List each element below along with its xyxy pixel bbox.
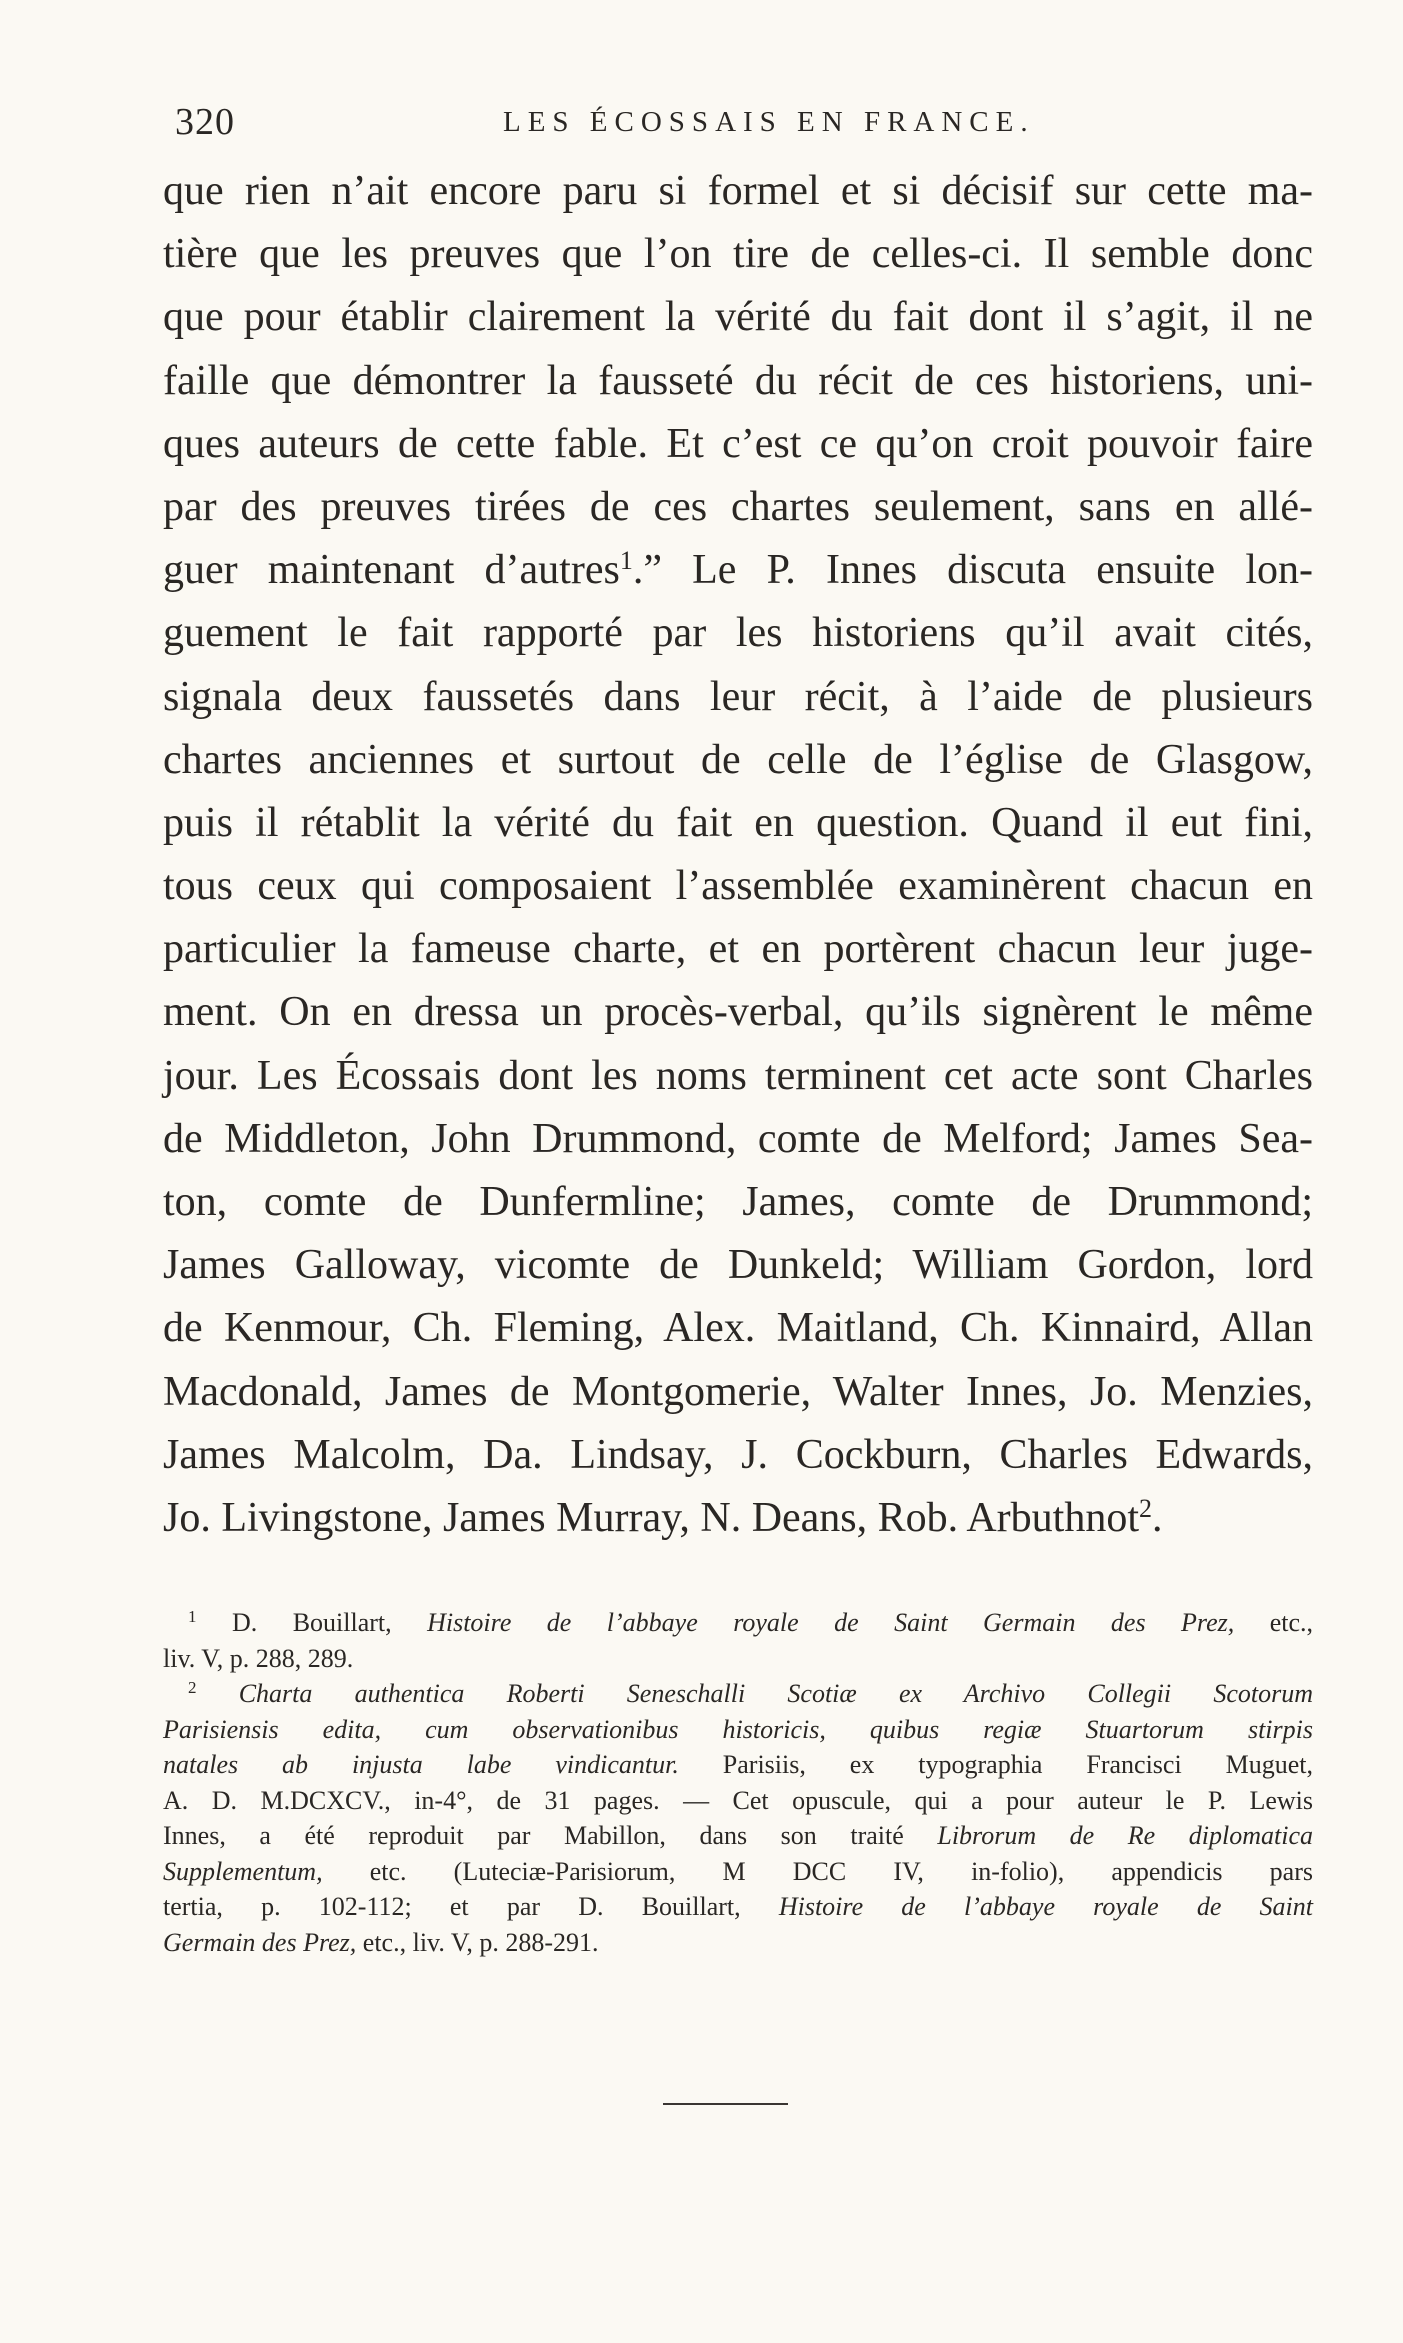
footnote-title: Librorum de Re diplomatica [937, 1821, 1313, 1850]
footnote-2-line [163, 1889, 1313, 1925]
footnote-1 [163, 1605, 1313, 1641]
text-line: James Galloway, vicomte de Dunkeld; William Gordon, lord [163, 1242, 1313, 1289]
running-title: LES ÉCOSSAIS EN FRANCE. [503, 106, 1035, 138]
footnote-1-line: liv. V, p. 288, 289. [163, 1643, 354, 1673]
text-segment: .” Le P. Innes discuta ensuite lon- [632, 547, 1314, 594]
footnote-ref-2: 2 [1139, 1493, 1153, 1523]
end-rule [663, 2103, 788, 2105]
text-line: puis il rétablit la vérité du fait en question. Quand il eut fini, [163, 799, 1313, 846]
text-line: que pour établir clairement la vérité du fait dont il s’agit, il ne [163, 294, 1313, 341]
main-text [163, 160, 1313, 1550]
footnote-mark: 2 [188, 1678, 197, 1697]
text-line: faille que démontrer la fausseté du récit de ces historiens, uni- [163, 357, 1313, 404]
text-line: guement le fait rapporté par les historiens qu’il avait cités, [163, 610, 1313, 657]
text-line [163, 1487, 1313, 1550]
text-line: Macdonald, James de Montgomerie, Walter Innes, Jo. Menzies, [163, 1368, 1313, 1415]
text-line: James Malcolm, Da. Lindsay, J. Cockburn, Charles Edwards, [163, 1431, 1313, 1478]
text-line [163, 539, 1313, 602]
text-line: tière que les preuves que l’on tire de celles-ci. Il semble donc [163, 231, 1313, 278]
footnote-text: Innes, a été reproduit par Mabillon, dans son traité [163, 1821, 938, 1850]
footnote-ref-1: 1 [619, 546, 633, 576]
footnote-title: Charta authentica Roberti Seneschalli Scotiæ ex Archivo Collegii Scotorum [238, 1679, 1313, 1708]
footnote-title: Supplementum, [163, 1856, 323, 1886]
footnote-text: etc. (Luteciæ-Parisiorum, M DCC IV, in-folio), appendicis pars [322, 1856, 1313, 1886]
footnote-2-line [163, 1818, 1313, 1854]
footnote-title: Germain des Prez, [163, 1927, 357, 1957]
footnote-text: etc., [1234, 1608, 1313, 1637]
text-line: que rien n’ait encore paru si formel et si décisif sur cette ma- [163, 168, 1313, 214]
text-segment: guer maintenant d’autres [163, 547, 620, 594]
footnotes [163, 1605, 1313, 1960]
text-line: ton, comte de Dunfermline; James, comte de Drummond; [163, 1179, 1313, 1225]
text-segment: . [1152, 1494, 1163, 1541]
text-line: chartes anciennes et surtout de celle de l’église de Glasgow, [163, 736, 1313, 783]
text-line: particulier la fameuse charte, et en portèrent chacun leur juge- [163, 926, 1313, 973]
footnote-2 [163, 1676, 1313, 1712]
running-header [163, 100, 1313, 150]
page-number: 320 [175, 101, 235, 143]
footnote-title: Histoire de l’abbaye royale de Saint [778, 1892, 1313, 1921]
footnote-text: tertia, p. 102-112; et par D. Bouillart, [163, 1892, 779, 1921]
text-line: de Kenmour, Ch. Fleming, Alex. Maitland, Ch. Kinnaird, Allan [163, 1305, 1313, 1352]
footnote-2-line [163, 1854, 1313, 1890]
footnote-2-line [163, 1747, 1313, 1783]
text-line: signala deux faussetés dans leur récit, à l’aide de plusieurs [163, 673, 1313, 720]
text-line: ques auteurs de cette fable. Et c’est ce qu’on croit pouvoir faire [163, 420, 1313, 467]
footnote-text: etc., liv. V, p. 288-291. [356, 1927, 599, 1957]
footnote-title: Histoire de l’abbaye royale de Saint Germain des Prez, [427, 1608, 1235, 1637]
footnote-2-line [163, 1925, 1313, 1961]
text-line: par des preuves tirées de ces chartes seulement, sans en allé- [163, 483, 1313, 530]
footnote-2-line: A. D. M.DCXCV., in-4°, de 31 pages. — Cet opuscule, qui a pour auteur le P. Lewis [163, 1785, 1313, 1815]
text-line: ment. On en dressa un procès-verbal, qu’ils signèrent le même [163, 989, 1313, 1036]
text-line: jour. Les Écossais dont les noms terminent cet acte sont Charles [163, 1052, 1313, 1099]
footnote-mark: 1 [188, 1607, 197, 1626]
footnote-title: natales ab injusta labe vindicantur. [163, 1750, 679, 1779]
text-line: de Middleton, John Drummond, comte de Melford; James Sea- [163, 1115, 1313, 1162]
text-segment: Jo. Livingstone, James Murray, N. Deans, Rob. Arbuthnot [163, 1494, 1140, 1541]
text-line: tous ceux qui composaient l’assemblée examinèrent chacun en [163, 863, 1313, 910]
footnote-author: D. Bouillart, [231, 1608, 428, 1637]
footnote-text: Parisiis, ex typographia Francisci Muguet, [678, 1750, 1313, 1779]
footnote-2-line: Parisiensis edita, cum observationibus historicis, quibus regiæ Stuartorum stirpis [163, 1714, 1313, 1744]
